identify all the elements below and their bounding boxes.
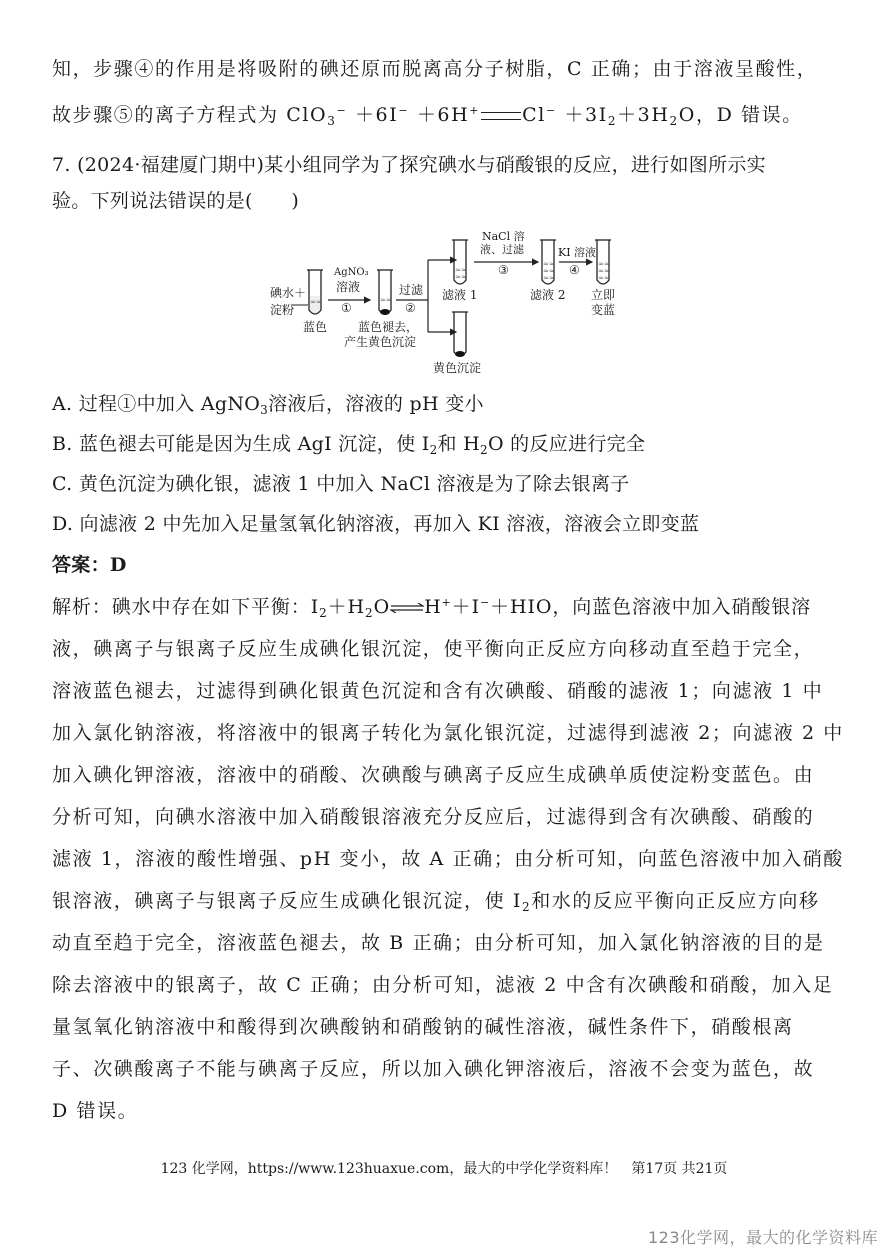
option-c: C. 黄色沉淀为碘化银，滤液 1 中加入 NaCl 溶液是为了除去银离子: [52, 473, 630, 495]
analysis-text: O: [373, 596, 391, 618]
analysis-text: ＋H: [327, 596, 366, 618]
analysis-sub: 2: [365, 606, 374, 620]
step3-reagent-2: 液、过滤: [480, 243, 524, 256]
test-tube-filtrate-1: [452, 240, 468, 284]
svg-text:≈≈: ≈≈: [455, 273, 467, 281]
analysis-line-6: 分析可知，向碘水溶液中加入硝酸银溶液充分反应后，过滤得到含有次碘酸、硝酸的: [52, 806, 815, 828]
analysis-text: 解析：碘水中存在如下平衡：I: [52, 596, 320, 618]
svg-text:≈≈: ≈≈: [455, 266, 467, 274]
option-a: [52, 392, 484, 416]
reversible-arrow-icon: [390, 603, 424, 613]
analysis-line-3: 溶液蓝色褪去，过滤得到碘化银黄色沉淀和含有次碘酸、硝酸的滤液 1；向滤液 1 中: [52, 680, 824, 702]
answer-label: 答案：: [52, 554, 110, 576]
tube2-label-2: 产生黄色沉淀: [344, 335, 417, 349]
start-label-starch: 淀粉: [270, 303, 295, 317]
option-a-sub: 3: [260, 403, 269, 417]
tube1-label: 蓝色: [303, 320, 328, 334]
test-tube-1: [307, 270, 323, 314]
analysis-text: 银溶液，碘离子与银离子反应生成碘化银沉淀，使 I: [52, 890, 522, 912]
step1-reagent: AgNO₃: [334, 267, 369, 278]
option-a-text: 溶液后，溶液的 pH 变小: [268, 393, 484, 415]
eq-sub: 2: [607, 114, 618, 128]
eq-text: ＋6H: [409, 104, 470, 126]
analysis-line-8: [52, 889, 820, 913]
analysis-line-4: 加入氯化钠溶液，将溶液中的银离子转化为氯化银沉淀，过滤得到滤液 2；向滤液 2 中: [52, 722, 844, 744]
filtrate1-label: 滤液 1: [442, 288, 478, 302]
result-label-1: 立即: [591, 288, 616, 302]
svg-text:≈≈: ≈≈: [543, 274, 555, 282]
analysis-sup: −: [479, 596, 491, 609]
answer: [52, 553, 127, 577]
option-b-text: O 的反应进行完全: [487, 433, 646, 455]
question-stem-line-2: 验。下列说法错误的是( ): [52, 190, 300, 212]
analysis-text: 和水的反应平衡向正反应方向移: [531, 890, 820, 912]
step4-reagent: KI 溶液: [558, 246, 597, 259]
analysis-line-10: 除去溶液中的银离子，故 C 正确；由分析可知，滤液 2 中含有次碘酸和硝酸，加入足: [52, 974, 834, 996]
start-label-iodine-water: 碘水＋: [270, 286, 307, 300]
eq-text: Cl: [522, 104, 546, 126]
eq-text: 故步骤⑤的离子方程式为 ClO: [52, 104, 328, 126]
svg-text:≈≈: ≈≈: [543, 267, 555, 275]
svg-text:≈≈: ≈≈: [380, 296, 392, 304]
svg-text:≈≈: ≈≈: [598, 260, 610, 268]
tube2-label-1: 蓝色褪去，: [358, 320, 419, 334]
step3-reagent-1: NaCl 溶: [482, 230, 525, 243]
precipitate-label: 黄色沉淀: [433, 361, 482, 375]
step1-number: ①: [341, 301, 352, 315]
analysis-sub: 2: [319, 606, 328, 620]
analysis-line-13: D 错误。: [52, 1100, 139, 1122]
eq-sup: −: [336, 104, 348, 117]
svg-text:≈≈: ≈≈: [310, 298, 322, 306]
eq-sup: −: [545, 104, 557, 117]
result-label-2: 变蓝: [591, 303, 616, 317]
analysis-line-7: 滤液 1，溶液的酸性增强、pH 变小，故 A 正确；由分析可知，向蓝色溶液中加入硝酸: [52, 848, 844, 870]
eq-text: ＋6I: [347, 104, 399, 126]
analysis-text: H: [424, 596, 442, 618]
test-tube-result: [595, 240, 611, 284]
step2-number: ②: [405, 301, 416, 315]
eq-text: ＋3H: [617, 104, 670, 126]
experiment-diagram: [270, 228, 630, 376]
eq-sup: +: [469, 104, 481, 117]
analysis-line-1: [52, 595, 811, 619]
option-b-text: B. 蓝色褪去可能是因为生成 AgI 沉淀，使 I: [52, 433, 430, 455]
option-b: [52, 432, 645, 456]
question-stem-line-1: 7. (2024·福建厦门期中)某小组同学为了探究碘水与硝酸银的反应，进行如图所示实: [52, 154, 766, 176]
analysis-line-12: 子、次碘酸离子不能与碘离子反应，所以加入碘化钾溶液后，溶液不会变为蓝色，故: [52, 1058, 815, 1080]
watermark: 123化学网，最大的化学资料库: [647, 1228, 878, 1247]
eq-sub: 2: [669, 114, 679, 128]
analysis-text: ＋HIO，向蓝色溶液中加入硝酸银溶: [490, 596, 812, 618]
prev-solution-line-1: 知，步骤④的作用是将吸附的碘还原而脱离高分子树脂，C 正确；由于溶液呈酸性，: [52, 58, 818, 80]
analysis-line-11: 量氢氧化钠溶液中和酸得到次碘酸钠和硝酸钠的碱性溶液，碱性条件下，硝酸根离: [52, 1016, 794, 1038]
analysis-line-2: 液，碘离子与银离子反应生成碘化银沉淀，使平衡向正反应方向移动直至趋于完全，: [52, 638, 815, 660]
analysis-sub: 2: [521, 900, 532, 914]
page-footer: 123 化学网，https://www.123huaxue.com，最大的中学化学资料库！ 第17页 共21页: [160, 1161, 728, 1177]
equals-sign-icon: [481, 112, 521, 120]
option-a-text: A. 过程①中加入 AgNO: [52, 393, 261, 415]
svg-text:≈≈: ≈≈: [598, 267, 610, 275]
prev-solution-equation-line: [52, 103, 803, 127]
analysis-line-5: 加入碘化钾溶液，溶液中的硝酸、次碘酸与碘离子反应生成碘单质使淀粉变蓝色。由: [52, 764, 815, 786]
answer-value: D: [109, 554, 127, 576]
option-b-sub: 2: [429, 443, 438, 457]
step2-label: 过滤: [399, 283, 424, 297]
option-b-text: 和 H: [437, 433, 481, 455]
eq-sub: 3: [327, 114, 337, 128]
option-d: D. 向滤液 2 中先加入足量氢氧化钠溶液，再加入 KI 溶液，溶液会立即变蓝: [52, 513, 700, 535]
svg-text:≈≈: ≈≈: [598, 274, 610, 282]
analysis-text: ＋I: [451, 596, 480, 618]
test-tube-2: [377, 270, 393, 315]
analysis-sup: +: [441, 596, 452, 609]
svg-text:≈≈: ≈≈: [543, 260, 555, 268]
eq-text: O，D 错误。: [678, 104, 803, 126]
eq-sup: −: [398, 104, 410, 117]
test-tube-precipitate: [452, 312, 468, 357]
filtrate2-label: 滤液 2: [530, 288, 566, 302]
test-tube-filtrate-2: [540, 240, 556, 284]
analysis-line-9: 动直至趋于完全，溶液蓝色褪去，故 B 正确；由分析可知，加入氯化钠溶液的目的是: [52, 932, 825, 954]
step1-reagent-solution: 溶液: [336, 280, 361, 294]
step4-number: ④: [569, 263, 580, 277]
eq-text: ＋3I: [556, 104, 608, 126]
option-b-sub: 2: [480, 443, 488, 457]
step3-number: ③: [498, 263, 509, 277]
